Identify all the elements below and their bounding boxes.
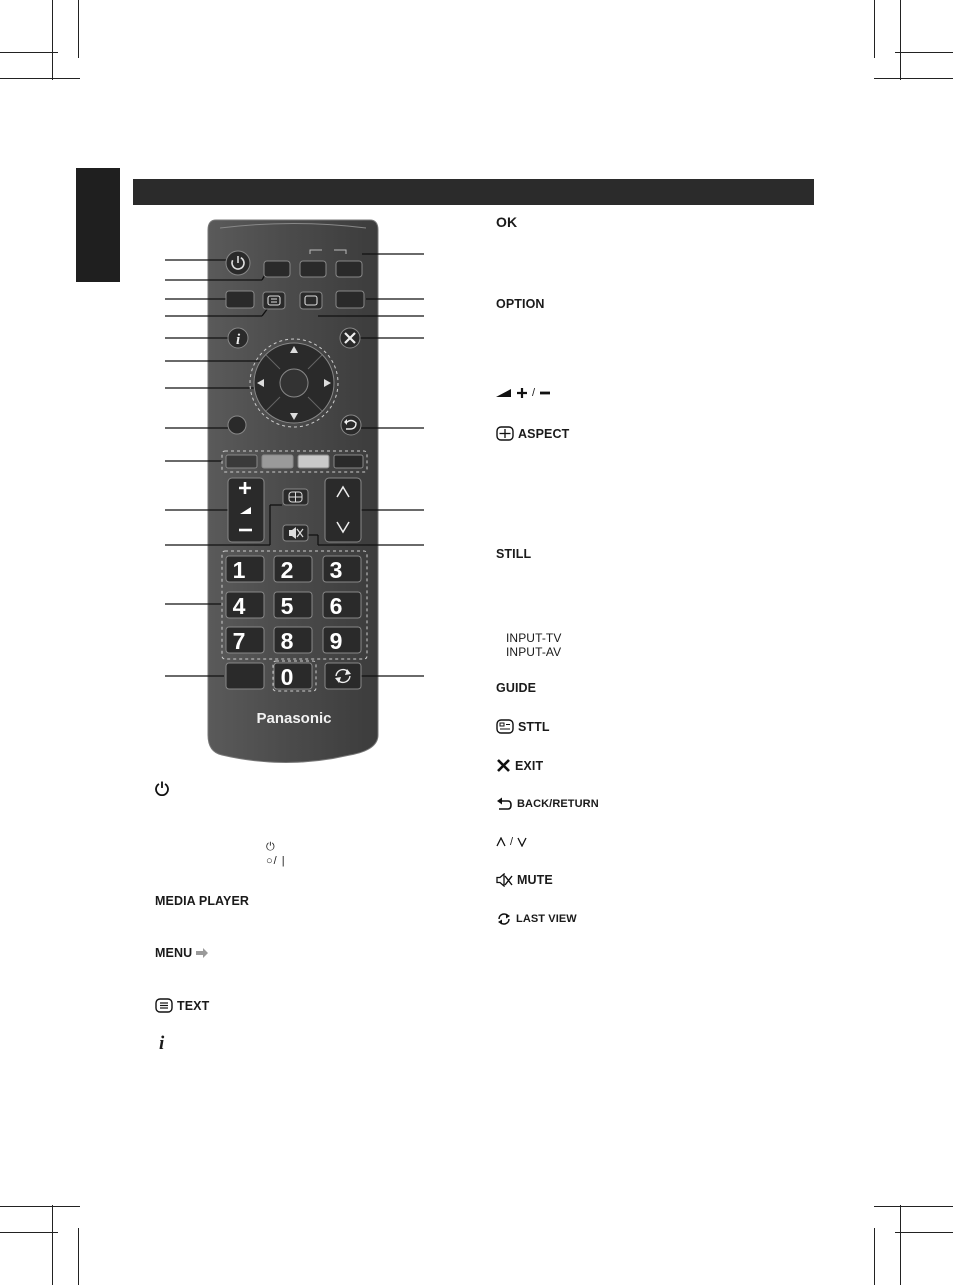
last-view-label: LAST VIEW: [516, 913, 577, 925]
crop-mark: [874, 1206, 953, 1207]
channel-label-row: [496, 836, 527, 848]
exit-icon: [496, 758, 511, 773]
number-key-label: 9: [329, 628, 343, 654]
input-tv-label: INPUT-TV: [506, 631, 562, 645]
plus-icon: [516, 387, 528, 399]
volume-separator: /: [532, 387, 536, 399]
number-key-label: 8: [280, 628, 294, 654]
number-key-label: 5: [280, 593, 294, 619]
media-player-button: [226, 291, 254, 308]
sttl-label-row: [496, 719, 550, 734]
crop-mark: [78, 1228, 79, 1285]
text-icon: [155, 998, 173, 1013]
mute-icon: [496, 873, 513, 887]
crop-mark: [895, 1232, 953, 1233]
input-av-label: INPUT-AV: [506, 645, 562, 659]
power-label-row: [154, 780, 170, 796]
aspect-icon: [496, 426, 514, 441]
aspect-label: ASPECT: [518, 426, 570, 441]
yellow-button: [298, 455, 329, 468]
channel-separator: /: [510, 836, 514, 848]
sttl-label: STTL: [518, 719, 550, 734]
minus-icon: [539, 387, 551, 399]
brand-logo: Panasonic: [256, 710, 332, 727]
standby-symbol-power: ⏻: [266, 841, 275, 853]
green-button: [262, 455, 293, 468]
ok-label: OK: [496, 214, 518, 230]
volume-label-row: [496, 387, 551, 399]
sttl-button: [300, 292, 322, 309]
svg-text:i: i: [236, 332, 241, 348]
number-key-label: 7: [232, 628, 246, 654]
text-label: TEXT: [177, 998, 210, 1013]
guide-button: [336, 261, 362, 277]
standby-symbol-switch: ○/ |: [266, 855, 286, 867]
back-return-button: [341, 415, 361, 435]
channel-up-icon: [496, 837, 506, 847]
aspect-label-row: [496, 426, 569, 441]
menu-label-row: [155, 946, 209, 960]
ok-button: [280, 369, 308, 397]
crop-mark: [0, 1232, 58, 1233]
exit-label-row: [496, 758, 543, 773]
number-key-label: 3: [329, 557, 343, 583]
blue-button: [334, 455, 363, 468]
number-key-label: 2: [280, 557, 294, 583]
text-label-row: [155, 998, 209, 1013]
guide-label: GUIDE: [496, 681, 537, 695]
option-button: [228, 416, 246, 434]
input-tv-button: [264, 261, 290, 277]
back-return-label: BACK/RETURN: [517, 797, 599, 810]
text-button: [263, 292, 285, 309]
crop-mark: [0, 1206, 80, 1207]
mute-label: MUTE: [517, 873, 553, 887]
last-view-label-row: [496, 911, 577, 927]
mute-label-row: [496, 873, 553, 887]
channel-down-icon: [517, 837, 527, 847]
last-view-icon: [496, 911, 512, 927]
still-label: STILL: [496, 547, 532, 561]
back-return-icon: [496, 797, 513, 810]
crop-mark: [900, 1205, 901, 1285]
number-key-label: 6: [329, 593, 343, 619]
volume-icon: [496, 388, 512, 398]
number-key-label: 1: [232, 557, 246, 583]
info-label: i: [159, 1033, 165, 1054]
power-icon: [154, 780, 170, 796]
back-return-label-row: [496, 797, 599, 810]
menu-label: MENU: [155, 946, 193, 960]
number-key-label: 0: [280, 664, 294, 690]
input-av-button: [300, 261, 326, 277]
last-view-button: [325, 663, 361, 689]
arrow-icon: [196, 948, 209, 958]
red-button: [226, 455, 257, 468]
menu-button: [336, 291, 364, 308]
crop-mark: [874, 1228, 875, 1285]
crop-mark: [52, 1205, 53, 1285]
subtitle-icon: [496, 719, 514, 734]
exit-label: EXIT: [515, 758, 544, 773]
number-key-label: 4: [232, 593, 246, 619]
media-player-label: MEDIA PLAYER: [155, 894, 250, 908]
still-button: [226, 663, 264, 689]
option-label: OPTION: [496, 297, 545, 311]
